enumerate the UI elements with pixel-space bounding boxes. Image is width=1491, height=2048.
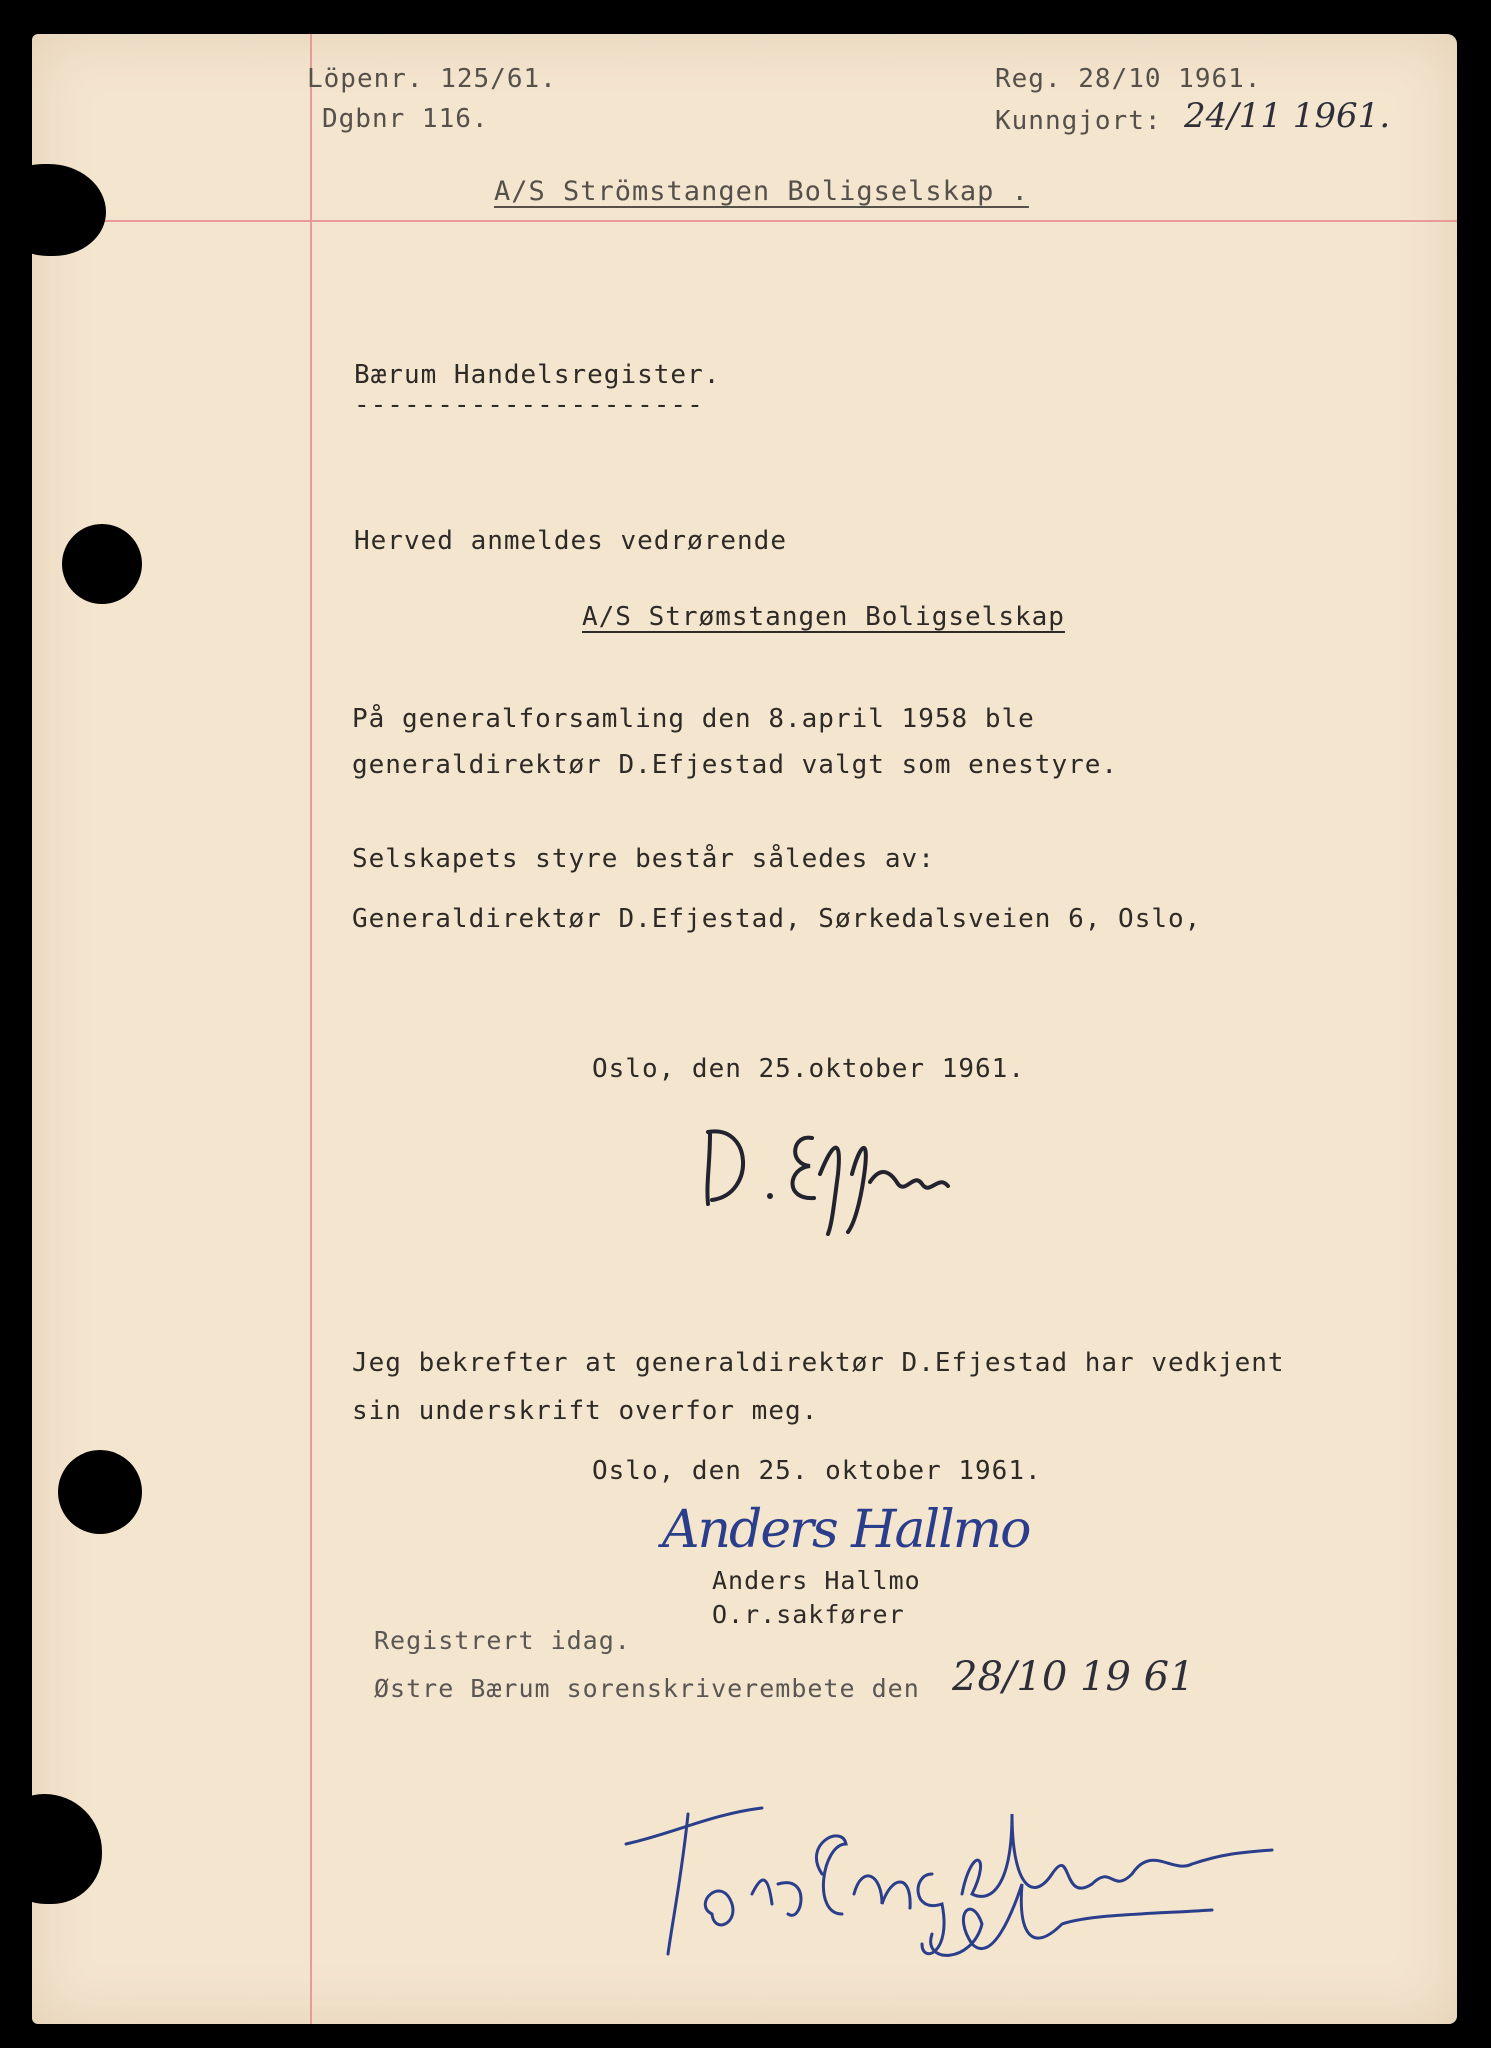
- place-date-1: Oslo, den 25.oktober 1961.: [592, 1054, 1025, 1084]
- stamp-line-1: Registrert idag.: [374, 1626, 631, 1655]
- document-page: [32, 34, 1457, 2024]
- addressee-rule: ---------------------: [354, 390, 704, 420]
- confirmation-line-1: Jeg bekrefter at generaldirektør D.Efjestad har vedkjent: [352, 1348, 1285, 1378]
- punch-hole-top: [32, 164, 106, 256]
- margin-line-vertical: [310, 34, 312, 2024]
- place-date-2: Oslo, den 25. oktober 1961.: [592, 1456, 1042, 1486]
- kunngjort-label: Kunngjort:: [995, 106, 1162, 136]
- kunngjort-date: 24/11 1961.: [1184, 96, 1391, 136]
- lawyer-title: O.r.sakfører: [712, 1600, 905, 1629]
- signature-hallmo: Anders Hallmo: [662, 1500, 1030, 1560]
- punch-hole-upper: [62, 524, 142, 604]
- reg-label: Reg. 28/10 1961.: [995, 64, 1262, 94]
- confirmation-line-2: sin underskrift overfor meg.: [352, 1396, 819, 1426]
- paragraph-2-line-1: Selskapets styre består således av:: [352, 844, 935, 874]
- lawyer-name: Anders Hallmo: [712, 1566, 921, 1595]
- addressee: Bærum Handelsregister.: [354, 360, 721, 390]
- dgbnr-label: Dgbnr 116.: [322, 104, 489, 134]
- margin-line-horizontal: [32, 220, 1457, 222]
- paragraph-1-line-2: generaldirektør D.Efjestad valgt som enestyre.: [352, 750, 1119, 780]
- intro-text: Herved anmeldes vedrørende: [354, 526, 787, 556]
- stamp-date: 28/10 19 61: [952, 1654, 1195, 1700]
- punch-hole-lower: [58, 1450, 142, 1534]
- company-heading: A/S Strömstangen Boligselskap .: [494, 176, 1029, 207]
- signature-efjestad: [692, 1104, 992, 1214]
- punch-hole-bottom: [32, 1794, 102, 1904]
- company-name: A/S Strømstangen Boligselskap: [582, 602, 1065, 632]
- signature-registrar: [592, 1724, 1272, 1964]
- paragraph-2-line-2: Generaldirektør D.Efjestad, Sørkedalsveien 6, Oslo,: [352, 904, 1202, 934]
- paragraph-1-line-1: På generalforsamling den 8.april 1958 ble: [352, 704, 1035, 734]
- stamp-line-2: Østre Bærum sorenskriverembete den: [374, 1674, 920, 1703]
- lopenr-label: Löpenr. 125/61.: [307, 64, 557, 94]
